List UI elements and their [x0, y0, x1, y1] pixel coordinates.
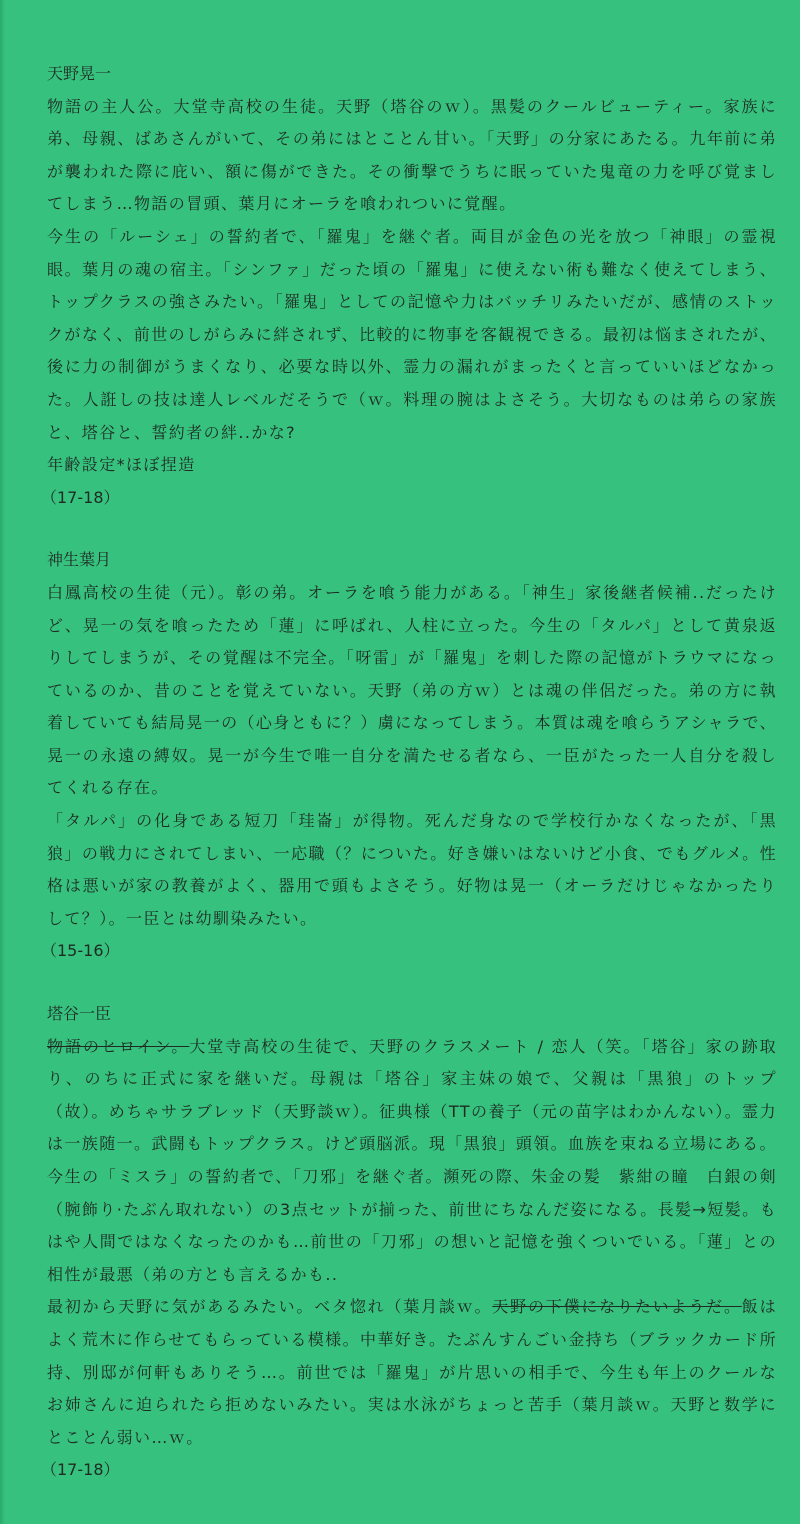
profile-paragraph [47, 1031, 777, 1161]
profile-touya-kazuomi [41, 998, 777, 1487]
age-setting-note: 年齢設定*ほぼ捏造 [47, 455, 196, 475]
profile-paragraph: 白鳳高校の生徒（元）。彰の弟。オーラを喰う能力がある。「神生」家後継者候補..だったけど、晃一の気を喰ったため「蓮」に呼ばれ、人柱に立った。今生の「タルパ」として黄泉返りしてしまうが、その覚醒は不完全。「呀雷」が「羅鬼」を刺した際の記憶がトラウマになっているのか、昔のことを覚えていない。天野（弟の方ｗ）とは魂の伴侶だった。弟の方に執着していても結局晃一の（心身ともに？）虜になってしまう。本質は魂を喰らうアシャラで、晃一の永遠の縛奴。晃一が今生で唯一自分を満たせる者なら、一臣がたった一人自分を殺してくれる存在。 [47, 582, 777, 798]
profile-amano-koichi [41, 58, 777, 514]
character-name: 塔谷一臣 [47, 1004, 112, 1024]
profile-paragraph: 今生の「ルーシェ」の誓約者で、「羅鬼」を継ぐ者。両目が金色の光を放つ「神眼」の霊視眼。葉月の魂の宿主。「シンファ」だった頃の「羅鬼」に使えない術も難なく使えてしまう、トップクラスの強さみたい。「羅鬼」としての記憶や力はバッチリみたいだが、感情のストックがなく、前世のしがらみに絆されず、比較的に物事を客観視できる。最初は悩まされたが、後に力の制御がうまくなり、必要な時以外、霊力の漏れがまったくと言っていいほどなかった。人誑しの技は達人レベルだそうで（ｗ。料理の腕はよさそう。大切なものは弟らの家族と、塔谷と、誓約者の絆..かな? [47, 226, 777, 442]
profile-paragraph [47, 1291, 777, 1454]
paragraph-text: 最初から天野に気があるみたい。ベタ惚れ（葉月談ｗ。 [47, 1297, 493, 1317]
character-name: 天野晃一 [47, 64, 112, 83]
character-profiles [41, 58, 777, 1517]
character-name: 神生葉月 [47, 550, 112, 570]
character-age: （15-16） [41, 941, 120, 961]
struck-text: 物語のヒロイン。 [47, 1036, 190, 1056]
profile-paragraph: 物語の主人公。大堂寺高校の生徒。天野（塔谷のｗ）。黒髪のクールビューティー。家族に弟、母親、ばあさんがいて、その弟にはとことん甘い。「天野」の分家にあたる。九年前に弟が襲われた際に庇い、額に傷ができた。その衝撃でうちに眠っていた鬼竜の力を呼び覚ましてしまう…物語の冒頭、葉月にオーラを喰われついに覚醒。 [47, 96, 777, 214]
profile-paragraph: 今生の「ミスラ」の誓約者で、「刀邪」を継ぐ者。瀕死の際、朱金の髪 紫紺の瞳 白銀の剣（腕飾り·たぶん取れない）の3点セットが揃った、前世にちなんだ姿になる。長髪→短髪。もはや人間ではなくなったのかも…前世の「刀邪」の想いと記憶を強くついでいる。「蓮」との相性が最悪（弟の方とも言えるかも.. [47, 1167, 777, 1284]
paragraph-text: 飯はよく荒木に作らせてもらっている模様。中華好き。たぶんすんごい金持ち（ブラックカード所持、別邸が何軒もありそう…。前世では「羅鬼」が片思いの相手で、今生も年上のクールなお姉さんに迫られたら拒めないみたい。実は水泳がちょっと苦手（葉月談ｗ。天野と数学にとことん弱い…ｗ。 [47, 1297, 777, 1447]
profile-paragraph: 「タルパ」の化身である短刀「珪崙」が得物。死んだ身なので学校行かなくなったが、「黒狼」の戦力にされてしまい、一応職（？についた。好き嫌いはないけど小食、でもグルメ。性格は悪いが家の教養がよく、器用で頭もよさそう。好物は晃一（オーラだけじゃなかったりして？）。一臣とは幼馴染みたい。 [47, 811, 777, 928]
left-border [0, 0, 5, 1524]
character-age: （17-18） [41, 487, 120, 507]
struck-text: 天野の下僕になりたいようだ。 [492, 1297, 742, 1317]
profile-kamio-hazuki [41, 544, 777, 968]
character-age: （17-18） [41, 1460, 120, 1480]
paragraph-text: 大堂寺高校の生徒で、天野のクラスメート / 恋人（笑。「塔谷」家の跡取り、のちに正式に家を継いだ。母親は「塔谷」家主妹の娘で、父親は「黒狼」のトップ（故）。めちゃサラブレッド（天野談ｗ）。征典様（TTの養子（元の苗字はわかんない）。霊力は一族随一。武闘もトップクラス。けど頭脳派。現「黒狼」頭領。血族を束ねる立場にある。 [47, 1036, 777, 1154]
